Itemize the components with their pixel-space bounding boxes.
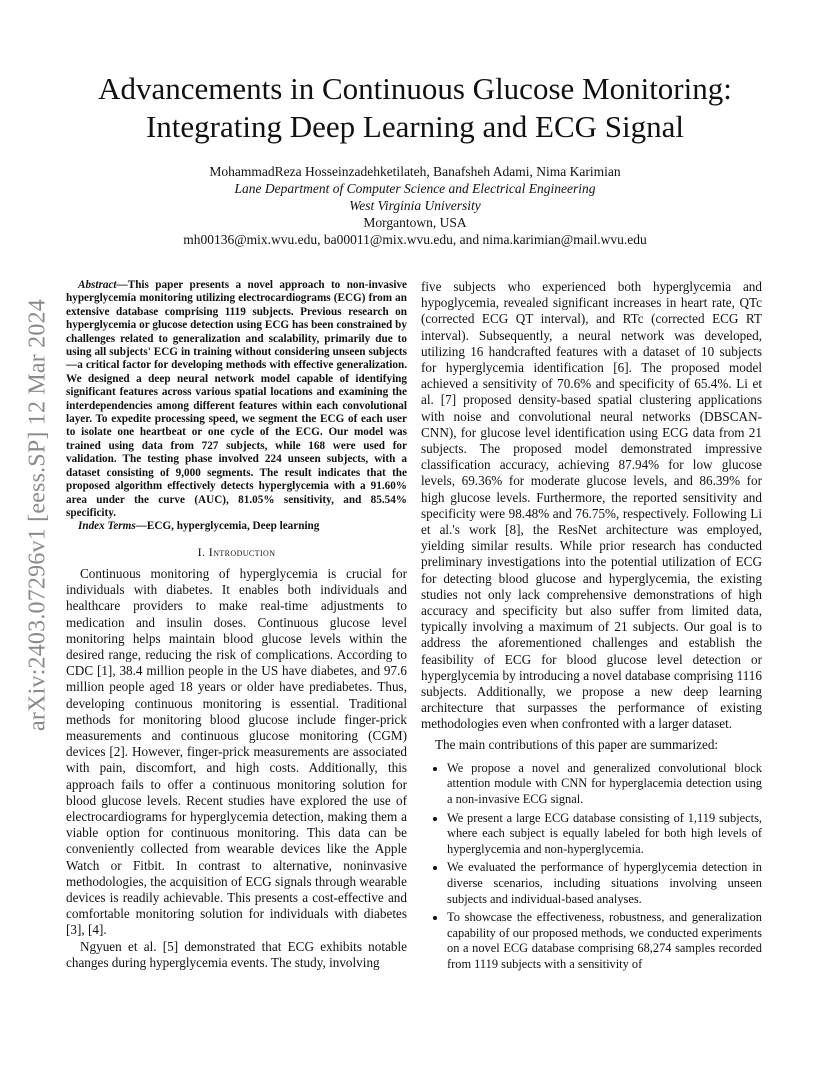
right-column (421, 279, 762, 976)
list-item: • To showcase the effectiveness, robustness, and generalization capability of our proposed methods, we conducted experiments on a novel ECG database comprising 68,274 samples recorded from 1119 subjects with a sensitivity of (447, 910, 762, 972)
right-paragraph-1: five subjects who experienced both hyperglycemia and hypoglycemia, revealed significant increases in heart rate, QTc (corrected ECG QT interval), and RTc (corrected ECG RT interval). Subsequently, a neural network was developed, utilizing 16 handcrafted features with a dataset of 10 subjects for hyperglycemia identification [6]. The proposed model achieved a sensitivity of 70.6% and specificity of 65.4%. Li et al. [7] proposed density-based spatial clustering applications with noise and convolutional neural networks (DBSCAN-CNN), for glucose level identification using ECG data from 21 subjects. The proposed model demonstrated impressive classification accuracy, achieving 87.94% for low glucose levels, 69.36% for moderate glucose levels, and 86.39% for high glucose levels. Furthermore, the reported sensitivity and specificity were 98.48% and 76.75%, respectively. Following Li et al.'s work [8], the ResNet architecture was employed, yielding similar results. While prior research has conducted preliminary investigations into the potential utilization of ECG for detecting blood glucose and hyperglycemia, the existing studies not only lack comprehensive demonstrations of high accuracy and specificity but also suffer from limited data, typically involving a maximum of 21 subjects. Our goal is to address the aforementioned challenges and establish the feasibility of ECG for blood glucose level detection or hyperglycemia by introducing a novel database comprising 1116 subjects. Additionally, we propose a new deep learning architecture that surpasses the performance of existing methodologies even when confronted with a larger dataset. (421, 279, 762, 732)
author-city: Morgantown, USA (363, 215, 467, 230)
intro-paragraph-2: Ngyuen et al. [5] demonstrated that ECG exhibits notable changes during hyperglycemia events. The study, involving (66, 938, 407, 970)
abstract-lead: Abstract— (78, 279, 128, 291)
title-line-2: Integrating Deep Learning and ECG Signal (145, 109, 685, 144)
left-column (66, 279, 407, 971)
index-terms-lead: Index Terms— (78, 520, 147, 533)
title-line-1: Advancements in Continuous Glucose Monitoring: (98, 71, 732, 106)
author-block (60, 163, 770, 248)
index-terms-text: ECG, hyperglycemia, Deep learning (146, 520, 320, 533)
list-item: • We evaluated the performance of hyperglycemia detection in diverse scenarios, including situations involving unseen subjects and individual-based analyses. (447, 860, 762, 907)
arxiv-identifier-stamp (18, 280, 58, 750)
list-item: • We present a large ECG database consisting of 1,119 subjects, where each subject is equally labeled for both high levels of hyperglycemia and non-hyperglycemia. (447, 811, 762, 858)
arxiv-stamp-text: arXiv:2403.07296v1 [eess.SP] 12 Mar 2024 (24, 299, 51, 731)
author-emails: mh00136@mix.wvu.edu, ba00011@mix.wvu.edu, and nima.karimian@mail.wvu.edu (183, 232, 647, 247)
index-terms (66, 520, 407, 533)
author-department: Lane Department of Computer Science and Electrical Engineering (234, 181, 596, 196)
section-heading-introduction: I. Introduction (197, 544, 276, 559)
list-item: • We propose a novel and generalized convolutional block attention module with CNN for hyperglacemia detection using a non-invasive ECG signal. (447, 761, 762, 808)
contributions-list (421, 761, 762, 973)
abstract-text: This paper presents a novel approach to non-invasive hyperglycemia monitoring utilizing electrocardiograms (ECG) from an extensive database comprising 1119 subjects. Previous research on hyperglycemia or glucose detection using ECG has been constrained by challenges related to generalization and scalability, primarily due to using all subjects' ECG in training without considering unseen subjects—a critical factor for developing methods with effective generalization. We designed a deep neural network model capable of identifying significant features across various spatial locations and examining the interdependencies among different features within each convolutional layer. To expedite processing speed, we segment the ECG of each user to isolate one heartbeat or one cycle of the ECG. Our model was trained using data from 727 subjects, while 168 were used for validation. The testing phase involved 224 unseen subjects, with a dataset consisting of 9,000 segments. The result indicates that the proposed algorithm effectively detects hyperglycemia with a 91.60% area under the curve (AUC), 81.05% sensitivity, and 85.54% specificity. (66, 279, 407, 519)
paper-title (60, 70, 770, 146)
author-university: West Virginia University (349, 198, 481, 213)
author-names: MohammadReza Hosseinzadehketilateh, Banafsheh Adami, Nima Karimian (209, 164, 621, 179)
intro-paragraph-1: Continuous monitoring of hyperglycemia is crucial for individuals with diabetes. It enables both individuals and healthcare providers to make real-time adjustments to medication and insulin doses. Continuous glucose level monitoring helps maintain blood glucose levels within the desired range, reducing the risk of complications. According to CDC [1], 38.4 million people in the US have diabetes, and 97.6 million people aged 18 years or older have prediabetes. Thus, developing continuous monitoring is essential. Traditional methods for monitoring blood glucose include finger-prick measurements and continuous glucose monitoring (CGM) devices [2]. However, finger-prick measurements are associated with pain, discomfort, and high costs. Additionally, this approach fails to offer a continuous monitoring solution for blood glucose levels. Recent studies have explored the use of electrocardiograms for hyperglycemia detection, making them a viable option for continuous monitoring. This data can be conveniently collected from wearable devices like the Apple Watch or Fitbit. In contrast to alternative, noninvasive methodologies, the acquisition of ECG signals through wearable devices is readily achievable. This presents a cost-effective and comfortable monitoring solution for individuals with diabetes [3], [4]. (66, 565, 407, 938)
contributions-intro: The main contributions of this paper are summarized: (435, 736, 719, 752)
abstract (66, 279, 407, 520)
